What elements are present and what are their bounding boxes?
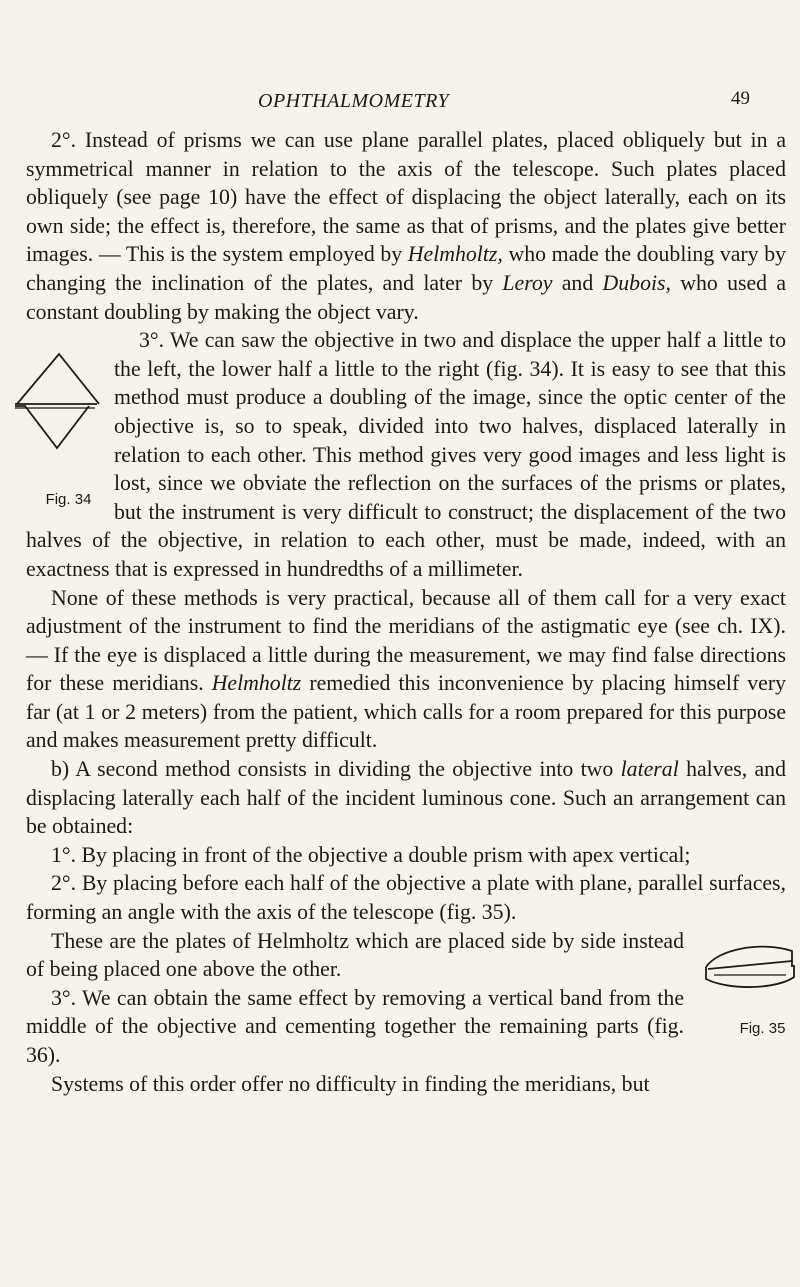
- paragraph: Fig. 34 3°. We can saw the objective in two and displace the upper half a little to the left, the lower half a little to the right (fig. 34). It is easy to see that this method must produce a doubling of the image, since the optic center of the objective is, so to speak, divided into two halves, displaced laterally in relation to each other. This method gives very good images and less light is lost, since we obviate the reflection on the surfaces of the prisms or plates, but the instrument is very difficult to construct; the displacement of the two halves of the objective, in relation to each other, must be made, indeed, with an exactness that is expressed in hundredths of a millimeter.: [26, 326, 786, 583]
- running-head: OPHTHALMOMETRY: [258, 90, 450, 112]
- author-name: Dubois,: [602, 270, 671, 295]
- paragraph: Fig. 35 These are the plates of Helmholtz which are placed side by side instead of being placed one above the other.: [26, 927, 786, 984]
- paragraph: 2°. By placing before each half of the objective a plate with plane, parallel surfaces, forming an angle with the axis of the telescope (fig. 35).: [26, 871, 786, 925]
- page-number: 49: [731, 88, 750, 109]
- figure-caption: Fig. 34: [45, 491, 92, 509]
- paragraph: Systems of this order offer no difficulty in finding the meridians, but: [51, 1071, 650, 1096]
- author-name: Leroy: [502, 270, 553, 295]
- page-body: [26, 126, 786, 1098]
- paragraph: None of these methods is very practical, because all of them call for a very exact adjustment of the instrument to find the meridians of the astigmatic eye (see ch. IX). — If the eye is displaced a little during the measurement, we may find false directions for these meridians. Helmholtz remedied this inconvenience by placing himself very far (at 1 or 2 meters) from the patient, which calls for a room prepared for this purpose and makes measurement pretty difficult.: [26, 585, 786, 753]
- emphasis: lateral: [620, 757, 679, 782]
- paragraph: 2°. Instead of prisms we can use plane parallel plates, placed obliquely but in a symmetrical manner in relation to the axis of the telescope. Such plates placed obliquely (see page 10) have the effect of displacing the object laterally, each on its own side; the effect is, therefore, the same as that of prisms, and the plates give better images. — This is the system employed by Helmholtz, who made the doubling vary by changing the inclination of the plates, and later by Leroy and Dubois, who used a constant doubling by making the object vary.: [26, 128, 787, 324]
- figure-35: [694, 935, 800, 1051]
- figure-34: [6, 330, 106, 516]
- page-header: [258, 90, 750, 116]
- author-name: Helmholtz: [211, 671, 302, 696]
- paragraph: 3°. We can obtain the same effect by removing a vertical band from the middle of the objective and cementing together the remaining parts (fig. 36).: [26, 985, 684, 1067]
- inclined-plates-diagram: [700, 935, 800, 1007]
- paragraph: 1°. By placing in front of the objective a double prism with apex vertical;: [51, 842, 691, 867]
- figure-caption: Fig. 35: [739, 1019, 786, 1037]
- author-name: Helmholtz,: [407, 242, 503, 267]
- paragraph: b) A second method consists in dividing the objective into two lateral halves, and displacing laterally each half of the incident luminous cone. Such an arrangement can be obtained:: [26, 757, 786, 839]
- split-objective-diagram: [11, 330, 101, 478]
